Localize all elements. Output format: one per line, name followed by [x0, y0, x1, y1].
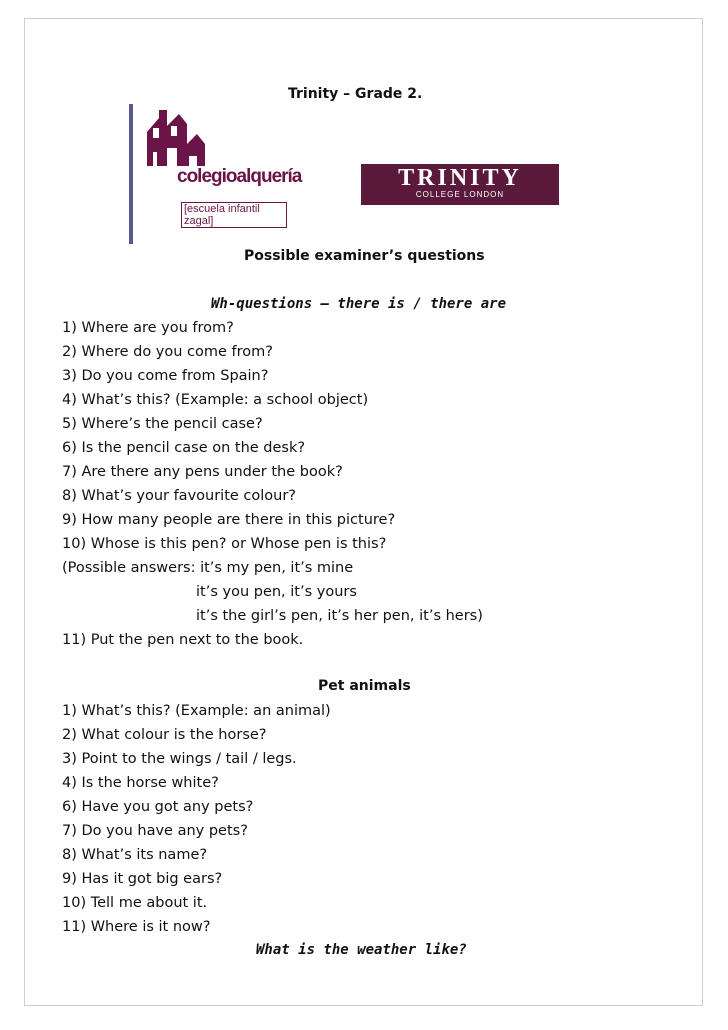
answer-line: (Possible answers: it’s my pen, it’s mine — [62, 560, 354, 576]
question-line: 4) Is the horse white? — [62, 775, 219, 791]
colegio-logo-subtext: [escuela infantil zagal] — [181, 202, 287, 228]
section-heading-wh-questions: Wh-questions – there is / there are — [211, 296, 507, 312]
question-line: 8) What’s your favourite colour? — [62, 488, 297, 504]
question-line: 8) What’s its name? — [62, 847, 208, 863]
question-line: 1) Where are you from? — [62, 320, 234, 336]
answer-line: it’s you pen, it’s yours — [196, 584, 357, 600]
question-line: 10) Whose is this pen? or Whose pen is this? — [62, 536, 387, 552]
question-line: 7) Are there any pens under the book? — [62, 464, 343, 480]
section-heading-pet-animals: Pet animals — [318, 678, 411, 694]
question-line: 11) Where is it now? — [62, 919, 211, 935]
trinity-college-logo — [361, 164, 559, 205]
document-subtitle: Possible examiner’s questions — [244, 248, 485, 264]
question-line: 9) How many people are there in this picture? — [62, 512, 396, 528]
question-line: 1) What’s this? (Example: an animal) — [62, 703, 331, 719]
colegio-logo-text: colegioalquería — [177, 166, 302, 187]
question-line: 2) What colour is the horse? — [62, 727, 267, 743]
section-heading-weather: What is the weather like? — [256, 942, 467, 958]
question-line: 3) Point to the wings / tail / legs. — [62, 751, 297, 767]
question-line: 6) Have you got any pets? — [62, 799, 254, 815]
trinity-logo-subtext: COLLEGE LONDON — [415, 190, 505, 199]
question-line: 6) Is the pencil case on the desk? — [62, 440, 306, 456]
question-line: 5) Where’s the pencil case? — [62, 416, 263, 432]
question-line: 4) What’s this? (Example: a school object) — [62, 392, 369, 408]
page-title: Trinity – Grade 2. — [288, 86, 423, 102]
question-line: 3) Do you come from Spain? — [62, 368, 269, 384]
answer-line: it’s the girl’s pen, it’s her pen, it’s hers) — [196, 608, 483, 624]
question-line: 10) Tell me about it. — [62, 895, 208, 911]
question-line: 2) Where do you come from? — [62, 344, 273, 360]
colegio-alqueria-logo — [127, 104, 302, 246]
question-line: 11) Put the pen next to the book. — [62, 632, 304, 648]
question-line: 9) Has it got big ears? — [62, 871, 223, 887]
question-line: 7) Do you have any pets? — [62, 823, 248, 839]
trinity-logo-text: TRINITY — [398, 165, 522, 191]
